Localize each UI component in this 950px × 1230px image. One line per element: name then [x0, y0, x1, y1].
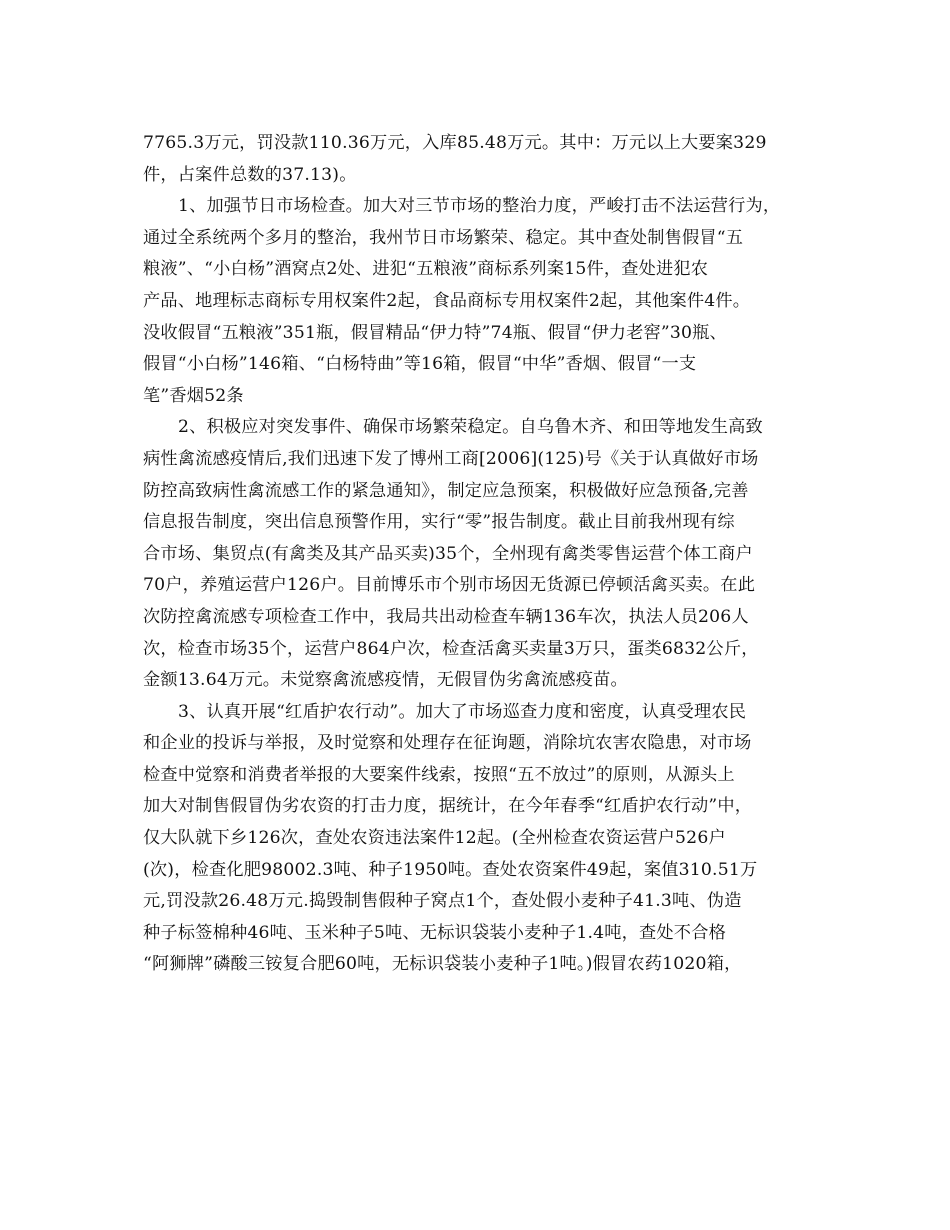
text-line: 加大对制售假冒伪劣农资的打击力度，据统计，在今年春季“红盾护农行动”中，	[143, 796, 753, 817]
text-line: “阿狮牌”磷酸三铵复合肥60吨，无标识袋装小麦种子1吨。)假冒农药1020箱，	[143, 954, 742, 975]
text-line: 检查中觉察和消费者举报的大要案件线索，按照“五不放过”的原则，从源头上	[143, 764, 735, 785]
text-line: 和企业的投诉与举报，及时觉察和处理存在征询题，消除坑农害农隐患，对市场	[143, 733, 752, 754]
text-line: 仅大队就下乡126次，查处农资违法案件12起。(全州检查农资运营户526户	[143, 828, 726, 849]
text-line: 次防控禽流感专项检查工作中，我局共出动检查车辆136车次，执法人员206人	[143, 606, 749, 627]
text-line: 70户，养殖运营户126户。目前博乐市个别市场因无货源已停顿活禽买卖。在此	[143, 575, 756, 596]
paragraph-first-line: 2、积极应对突发事件、确保市场繁荣稳定。自乌鲁木齐、和田等地发生高致	[178, 417, 763, 438]
text-line: 病性禽流感疫情后,我们迅速下发了博州工商[2006](125)号《关于认真做好市场	[143, 448, 759, 469]
text-line: 通过全系统两个多月的整治，我州节日市场繁荣、稳定。其中查处制售假冒“五	[143, 227, 744, 248]
body-text	[143, 128, 813, 981]
text-line: 信息报告制度，突出信息预警作用，实行“零”报告制度。截止目前我州现有综	[143, 512, 735, 533]
text-line: (次)，检查化肥98002.3吨、种子1950吨。查处农资案件49起，案值310.51万	[143, 859, 758, 880]
text-line: 金额13.64万元。未觉察禽流感疫情，无假冒伪劣禽流感疫苗。	[143, 670, 628, 691]
text-line: 次，检查市场35个，运营户864户次，检查活禽买卖量3万只，蛋类6832公斤，	[143, 638, 759, 659]
text-line: 元,罚没款26.48万元.捣毁制售假种子窝点1个，查处假小麦种子41.3吨、伪造	[143, 891, 742, 912]
text-line: 防控高致病性禽流感工作的紧急通知》，制定应急预案，积极做好应急预备,完善	[143, 480, 749, 501]
text-line: 笔”香烟52条	[143, 385, 244, 406]
paragraph-first-line: 1、加强节日市场检查。加大对三节市场的整治力度，严峻打击不法运营行为，	[178, 196, 781, 217]
text-line: 产品、地理标志商标专用权案件2起，食品商标专用权案件2起，其他案件4件。	[143, 290, 751, 311]
text-line: 种子标签棉种46吨、玉米种子5吨、无标识袋装小麦种子1.4吨，查处不合格	[143, 922, 726, 943]
text-line: 粮液”、“小白杨”酒窝点2处、进犯“五粮液”商标系列案15件，查处进犯农	[143, 259, 709, 280]
text-line: 没收假冒“五粮液”351瓶，假冒精品“伊力特”74瓶、假冒“伊力老窖”30瓶、	[143, 322, 727, 343]
text-line: 7765.3万元，罚没款110.36万元，入库85.48万元。其中：万元以上大要案329	[143, 133, 767, 153]
text-line: 合市场、集贸点(有禽类及其产品买卖)35个，全州现有禽类零售运营个体工商户	[143, 543, 753, 564]
paragraph-first-line: 3、认真开展“红盾护农行动”。加大了市场巡查力度和密度，认真受理农民	[178, 701, 747, 722]
text-line: 假冒“小白杨”146箱、“白杨特曲”等16箱，假冒“中华”香烟、假冒“一支	[143, 354, 697, 375]
text-line: 件，占案件总数的37.13)。	[143, 164, 357, 185]
